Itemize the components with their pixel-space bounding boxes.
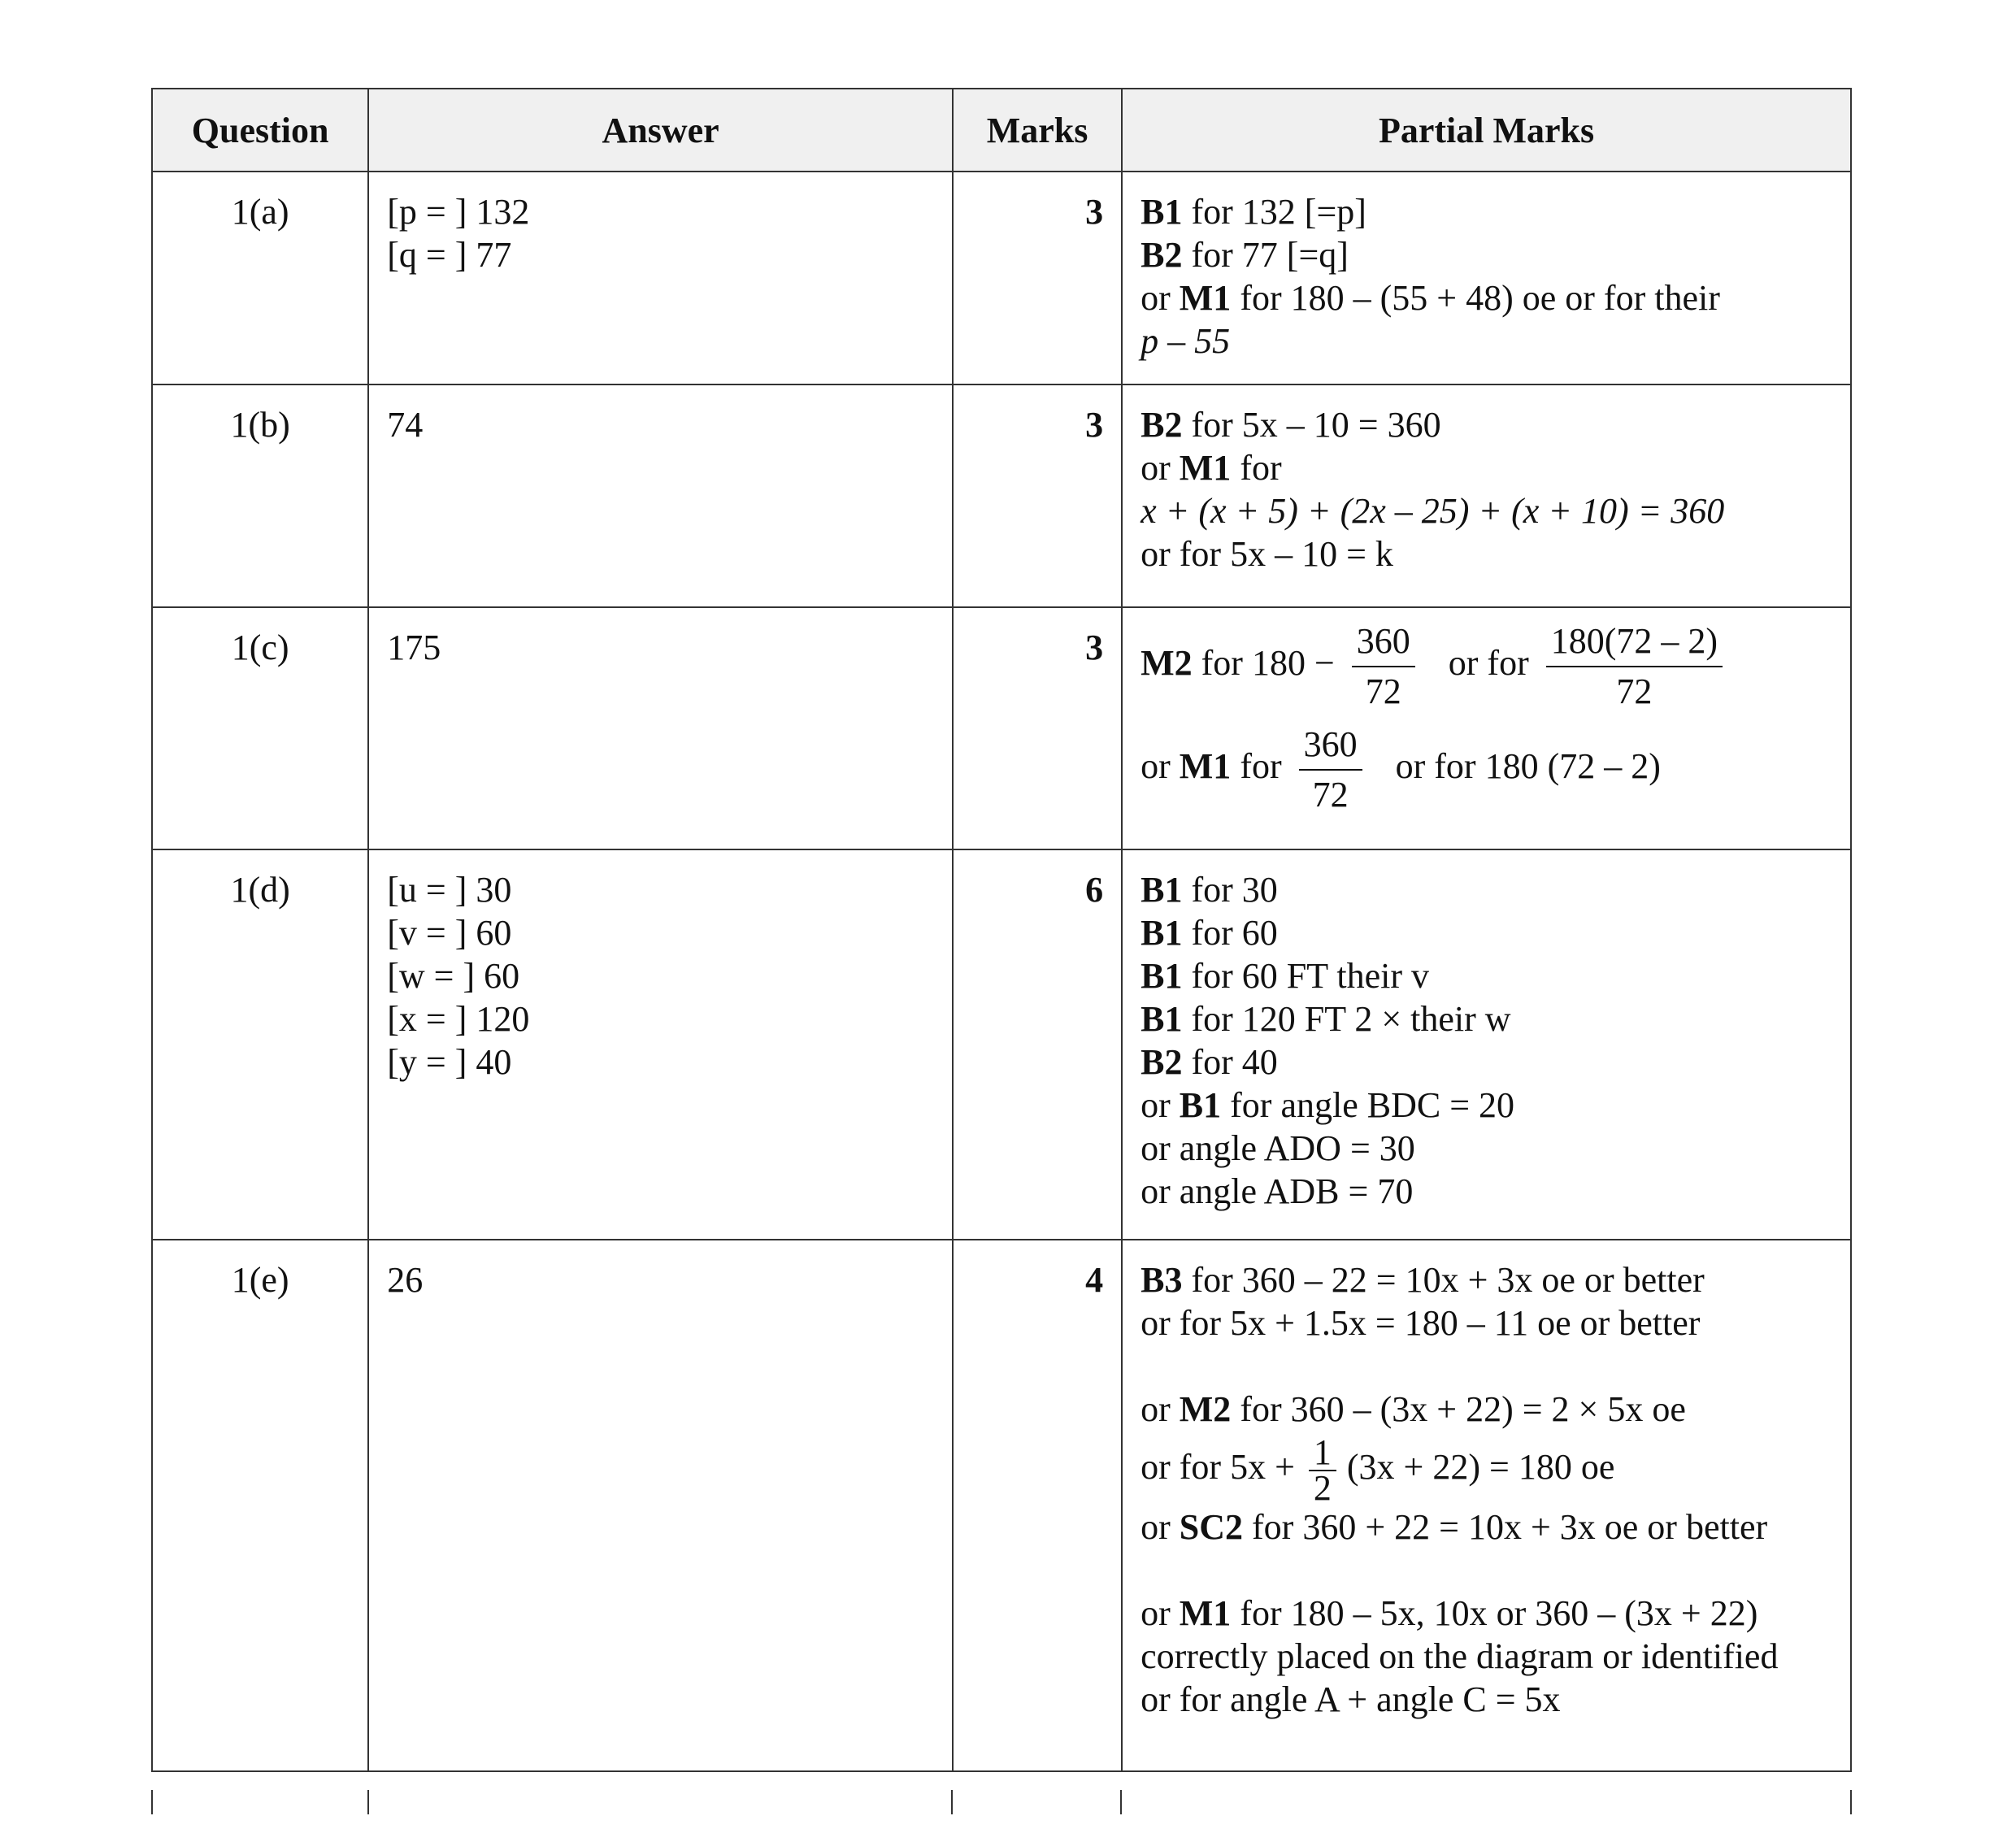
answer-line: 74 xyxy=(387,405,424,445)
partial-line: or SC2 for 360 + 22 = 10x + 3x oe or better xyxy=(1141,1506,1768,1547)
table-row xyxy=(152,172,1851,384)
partial-text: or M1 for xyxy=(1141,745,1282,786)
partial-line: or M1 for xyxy=(1141,448,1282,488)
fraction-numerator: 1 xyxy=(1309,1436,1336,1471)
spacer xyxy=(1141,1345,1832,1388)
partial-marks-cell xyxy=(1122,849,1851,1240)
partial-line: B2 for 5x – 10 = 360 xyxy=(1141,405,1441,445)
answer-line: [q = ] 77 xyxy=(387,235,512,275)
header-answer: Answer xyxy=(368,89,953,172)
marks-value: 3 xyxy=(953,607,1122,849)
fraction xyxy=(1309,1431,1336,1508)
answer-line: [u = ] 30 xyxy=(387,870,512,910)
header-marks: Marks xyxy=(953,89,1122,172)
answer-line: 26 xyxy=(387,1260,424,1300)
answer-cell xyxy=(368,849,953,1240)
header-question: Question xyxy=(152,89,368,172)
partial-line: B2 for 77 [=q] xyxy=(1141,235,1349,275)
fraction-numerator: 360 xyxy=(1299,720,1362,771)
table-row xyxy=(152,384,1851,607)
partial-line: B1 for 120 FT 2 × their w xyxy=(1141,999,1511,1039)
question-number: 1(c) xyxy=(152,607,368,849)
partial-line xyxy=(1141,615,1832,716)
fraction-denominator: 72 xyxy=(1312,774,1349,815)
partial-marks-cell xyxy=(1122,607,1851,849)
fraction xyxy=(1546,617,1723,716)
partial-text: or for xyxy=(1448,643,1529,683)
table-row xyxy=(152,607,1851,849)
partial-line: or angle ADO = 30 xyxy=(1141,1128,1415,1168)
answer-line: [v = ] 60 xyxy=(387,913,512,953)
answer-line: [p = ] 132 xyxy=(387,192,530,232)
partial-line: or angle ADB = 70 xyxy=(1141,1171,1414,1211)
column-rule xyxy=(951,1790,953,1814)
partial-line: or for 5x + 1.5x = 180 – 11 oe or better xyxy=(1141,1303,1701,1343)
partial-line: B1 for 132 [=p] xyxy=(1141,192,1366,232)
partial-line: B2 for 40 xyxy=(1141,1042,1278,1082)
answer-cell xyxy=(368,172,953,384)
marks-value: 4 xyxy=(953,1240,1122,1771)
partial-line: correctly placed on the diagram or identified xyxy=(1141,1636,1779,1676)
partial-marks-cell xyxy=(1122,172,1851,384)
partial-text: or for 180 (72 – 2) xyxy=(1395,745,1661,786)
table-row xyxy=(152,1240,1851,1771)
answer-line: 175 xyxy=(387,628,441,667)
column-rule xyxy=(1120,1790,1122,1814)
table-row xyxy=(152,849,1851,1240)
answer-line: [w = ] 60 xyxy=(387,956,520,996)
partial-marks-cell xyxy=(1122,1240,1851,1771)
fraction-denominator: 2 xyxy=(1313,1467,1332,1508)
partial-line: B1 for 60 FT their v xyxy=(1141,956,1429,996)
column-rule xyxy=(1850,1790,1852,1814)
marks-value: 6 xyxy=(953,849,1122,1240)
table-continuation xyxy=(151,1790,1852,1814)
partial-line: or M1 for 180 – 5x, 10x or 360 – (3x + 22) xyxy=(1141,1592,1758,1633)
question-number: 1(e) xyxy=(152,1240,368,1771)
marks-value: 3 xyxy=(953,384,1122,607)
fraction-numerator: 180(72 – 2) xyxy=(1546,617,1723,667)
partial-text: or for 5x + xyxy=(1141,1447,1295,1487)
question-number: 1(b) xyxy=(152,384,368,607)
fraction-denominator: 72 xyxy=(1616,671,1653,711)
partial-line: or M1 for 180 – (55 + 48) oe or for their xyxy=(1141,278,1720,318)
partial-line xyxy=(1141,1431,1832,1508)
header-row xyxy=(152,89,1851,172)
column-rule xyxy=(151,1790,153,1814)
mark-scheme-sheet xyxy=(151,88,1852,1790)
partial-text: (3x + 22) = 180 oe xyxy=(1346,1447,1615,1487)
answer-line: [y = ] 40 xyxy=(387,1042,512,1082)
answer-line: [x = ] 120 xyxy=(387,999,530,1039)
column-rule xyxy=(367,1790,369,1814)
answer-cell xyxy=(368,1240,953,1771)
partial-line: B3 for 360 – 22 = 10x + 3x oe or better xyxy=(1141,1260,1705,1300)
partial-line: or B1 for angle BDC = 20 xyxy=(1141,1085,1515,1125)
partial-line: or for angle A + angle C = 5x xyxy=(1141,1679,1561,1719)
fraction-denominator: 72 xyxy=(1365,671,1401,711)
answer-cell xyxy=(368,607,953,849)
partial-line: p – 55 xyxy=(1141,321,1231,361)
partial-line: B1 for 60 xyxy=(1141,913,1278,953)
partial-line: or M2 for 360 – (3x + 22) = 2 × 5x oe xyxy=(1141,1389,1686,1429)
partial-line: B1 for 30 xyxy=(1141,870,1278,910)
mark-scheme-table xyxy=(151,88,1852,1772)
answer-cell xyxy=(368,384,953,607)
partial-line: or for 5x – 10 = k xyxy=(1141,534,1393,574)
partial-marks-cell xyxy=(1122,384,1851,607)
fraction xyxy=(1352,617,1415,716)
header-partial-marks: Partial Marks xyxy=(1122,89,1851,172)
partial-text: M2 for 180 − xyxy=(1141,643,1335,683)
fraction xyxy=(1299,720,1362,819)
question-number: 1(d) xyxy=(152,849,368,1240)
fraction-numerator: 360 xyxy=(1352,617,1415,667)
question-number: 1(a) xyxy=(152,172,368,384)
partial-line xyxy=(1141,716,1832,819)
partial-line: x + (x + 5) + (2x – 25) + (x + 10) = 360 xyxy=(1141,491,1725,531)
marks-value: 3 xyxy=(953,172,1122,384)
spacer xyxy=(1141,1549,1832,1592)
